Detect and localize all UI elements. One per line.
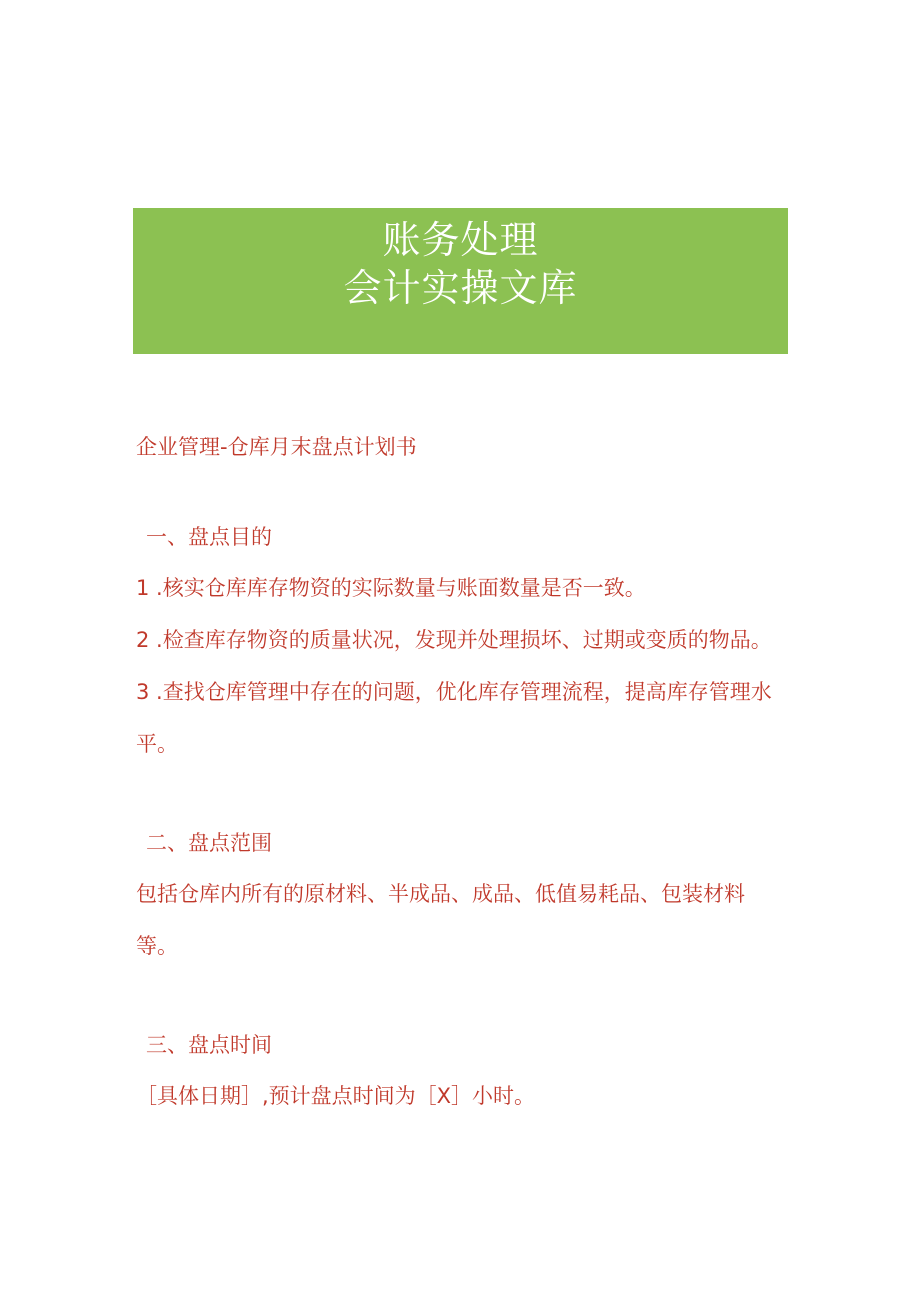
paragraph: 3 .查找仓库管理中存在的问题，优化库存管理流程，提高库存管理水平。 bbox=[136, 680, 772, 756]
section-heading: 一、盘点目的 bbox=[146, 525, 272, 549]
header-banner bbox=[133, 208, 788, 354]
banner-title-line-2: 会计实操文库 bbox=[343, 266, 578, 310]
document-body bbox=[136, 430, 786, 1122]
section-purpose bbox=[136, 520, 786, 770]
section-heading: 三、盘点时间 bbox=[146, 1033, 272, 1057]
section-heading: 二、盘点范围 bbox=[146, 831, 272, 855]
paragraph: 2 .检查库存物资的质量状况，发现并处理损坏、过期或变质的物品。 bbox=[136, 628, 772, 652]
paragraph: 包括仓库内所有的原材料、半成品、成品、低值易耗品、包装材料等。 bbox=[136, 882, 745, 958]
section-scope bbox=[136, 826, 786, 972]
paragraph: 1 .核实仓库库存物资的实际数量与账面数量是否一致。 bbox=[136, 576, 646, 600]
banner-title-line-1: 账务处理 bbox=[382, 218, 539, 262]
paragraph: ［具体日期］,预计盘点时间为［X］小时。 bbox=[136, 1084, 536, 1108]
document-title: 企业管理-仓库月末盘点计划书 bbox=[136, 435, 417, 459]
section-time bbox=[136, 1028, 786, 1122]
